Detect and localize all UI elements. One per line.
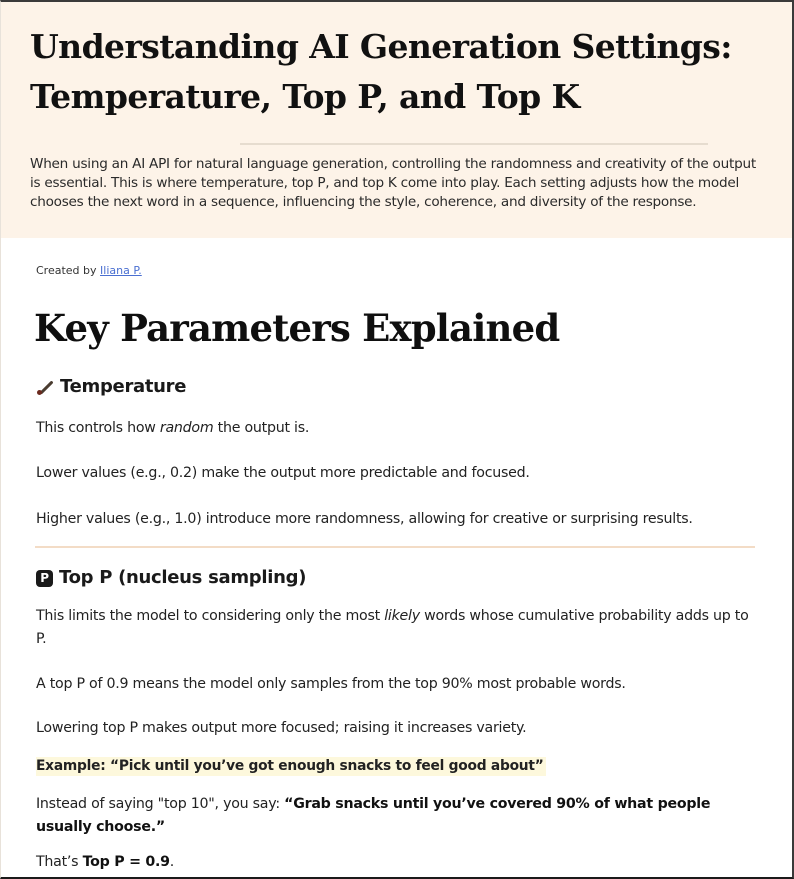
thermometer-icon [36, 378, 54, 396]
text: Instead of saying "top 10", you say: [36, 796, 280, 812]
hero-section [0, 0, 794, 238]
author-link[interactable]: Iliana P. [100, 264, 142, 277]
top-p-paragraph-3: Lowering top P makes output more focused; raising it increases variety. [36, 720, 527, 736]
text: words whose cumulative probability adds up to P. [36, 608, 749, 647]
p-button-icon: P [36, 570, 53, 587]
text: . [169, 854, 175, 870]
bold-quote: “Grab snacks until you’ve covered 90% of what people usually choose.” [36, 796, 711, 835]
text: This limits the model to considering only the most [36, 608, 380, 624]
section-separator [35, 546, 755, 548]
top-p-paragraph-1 [36, 605, 756, 651]
example-line [36, 755, 756, 778]
intro-paragraph: When using an AI API for natural language generation, controlling the randomness and creativity of the output is essential. This is where temperature, top P, and top K come into play. Each setting adjusts how the model chooses the next word in a sequence, influencing the style, coherence, and diversity of the response. [30, 156, 756, 210]
page-title: Understanding AI Generation Settings: Temperature, Top P, and Top K [30, 27, 732, 116]
temperature-paragraph-1 [36, 417, 756, 440]
top-p-paragraph-4 [36, 793, 756, 839]
text: the output is. [217, 420, 310, 436]
emphasis: random [159, 420, 214, 436]
top-p-heading [36, 566, 306, 590]
temperature-paragraph-3: Higher values (e.g., 1.0) introduce more randomness, allowing for creative or surprising results. [36, 511, 693, 527]
top-p-title: Top P (nucleus sampling) [59, 567, 307, 588]
credit-line [36, 264, 142, 277]
credit-prefix: Created by [36, 264, 97, 277]
bold-value: Top P = 0.9 [82, 854, 170, 870]
temperature-heading [36, 375, 186, 399]
example-highlight: Example: “Pick until you’ve got enough snacks to feel good about” [36, 758, 544, 774]
text: This controls how [36, 420, 156, 436]
top-p-paragraph-2: A top P of 0.9 means the model only samples from the top 90% most probable words. [36, 676, 626, 692]
temperature-paragraph-2: Lower values (e.g., 0.2) make the output more predictable and focused. [36, 465, 530, 481]
text: That’s [36, 854, 79, 870]
top-p-paragraph-5 [36, 851, 756, 874]
hero-divider [240, 143, 708, 145]
section-heading: Key Parameters Explained [34, 306, 560, 350]
emphasis: likely [384, 608, 420, 624]
temperature-title: Temperature [60, 376, 187, 397]
